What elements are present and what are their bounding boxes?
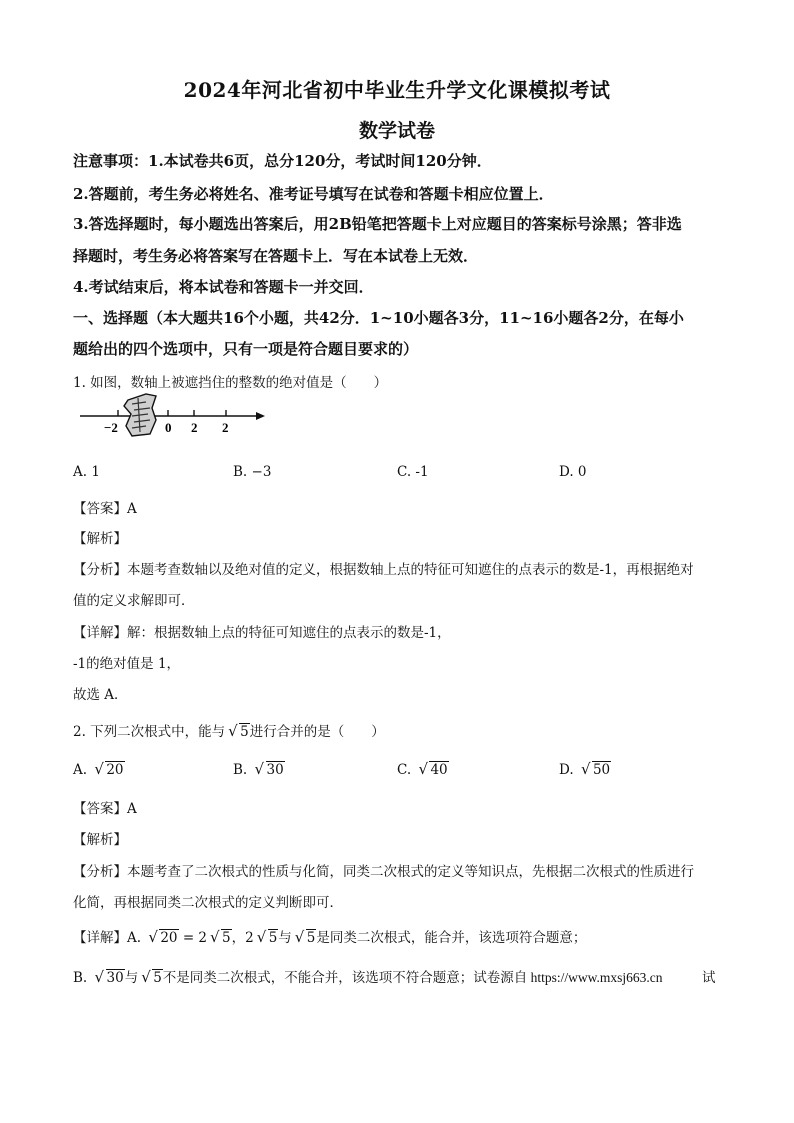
q1-option-b: B. −3 [233,464,272,480]
q2-analysis-1: 【分析】本题考查了二次根式的性质与化简，同类二次根式的定义等知识点，先根据二次根式的性质进行 [73,864,694,880]
q1-analysis-2: 值的定义求解即可． [73,593,195,609]
q2-option-b: B. √ 30 [233,762,285,778]
section-heading-line-1: 一、选择题（本大题共16个小题，共42分．1~10小题各3分，11~16小题各2分，在每小 [73,309,684,327]
q2-stem: 2. 下列二次根式中，能与√ 5进行合并的是（ ） [73,720,385,740]
source-tail: 试 [702,970,716,986]
q1-option-d: D. 0 [559,464,587,480]
notice-line-3: 3.答选择题时，每小题选出答案后，用2B铅笔把答题卡上对应题目的答案标号涂黑；答非选 [73,215,682,233]
q1-detail-2: -1的绝对值是 1， [73,656,181,672]
notice-line-5: 4.考试结束后，将本试卷和答题卡一并交回． [73,278,374,296]
q1-jiexi: 【解析】 [73,531,127,547]
axis-arrow-icon [256,412,265,420]
q2-option-a: A. √ 20 [73,762,125,778]
q1-option-c: C. -1 [397,464,429,480]
q2-option-d: D. √ 50 [559,762,611,778]
sqrt-5: √ 5 [228,724,250,740]
axis-label-2b: 2 [222,420,229,435]
q2-analysis-2: 化简，再根据同类二次根式的定义判断即可． [73,895,343,911]
axis-label-2a: 2 [191,420,198,435]
q1-analysis-1: 【分析】本题考查数轴以及绝对值的定义，根据数轴上点的特征可知遮住的点表示的数是-1，再根据绝对 [73,562,694,578]
section-heading-line-2: 题给出的四个选项中，只有一项是符合题目要求的） [73,340,419,358]
notice-line-1: 注意事项：1.本试卷共6页，总分120分，考试时间120分钟． [73,152,492,170]
q1-stem: 1. 如图，数轴上被遮挡住的整数的绝对值是（ ） [73,375,388,391]
q2-detail-b: B. √ 30与√ 5不是同类二次根式，不能合并，该选项不符合题意；试卷源自 https://www.mxsj663.cn [73,966,663,986]
q1-detail-1: 【详解】解：根据数轴上点的特征可知遮住的点表示的数是-1， [73,625,451,641]
exam-subtitle: 数学试卷 [358,120,435,142]
q2-answer: 【答案】A [73,801,137,817]
axis-label-minus-2: −2 [104,420,118,435]
sqrt-40: √ 40 [418,762,448,778]
axis-label-0: 0 [165,420,172,435]
source-watermark: 试卷源自 https://www.mxsj663.cn [473,970,663,985]
sqrt-50: √ 50 [581,762,611,778]
number-line-figure [76,392,268,438]
q2-jiexi: 【解析】 [73,832,127,848]
sqrt-20: √ 20 [94,762,124,778]
q2-detail-a: 【详解】A. √ 20 = 2√ 5，2√ 5与√ 5是同类二次根式，能合并，该选项符合题意； [73,926,586,946]
notice-line-4: 择题时，考生务必将答案写在答题卡上．写在本试卷上无效． [73,247,479,265]
exam-title: 2024年河北省初中毕业生升学文化课模拟考试 [183,78,611,102]
q2-option-c: C. √ 40 [397,762,449,778]
notice-line-2: 2.答题前，考生务必将姓名、准考证号填写在试卷和答题卡相应位置上． [73,185,554,203]
q1-option-a: A. 1 [73,464,100,480]
q1-detail-3: 故选 A． [73,687,128,703]
sqrt-30: √ 30 [255,762,285,778]
q1-answer: 【答案】A [73,501,137,517]
